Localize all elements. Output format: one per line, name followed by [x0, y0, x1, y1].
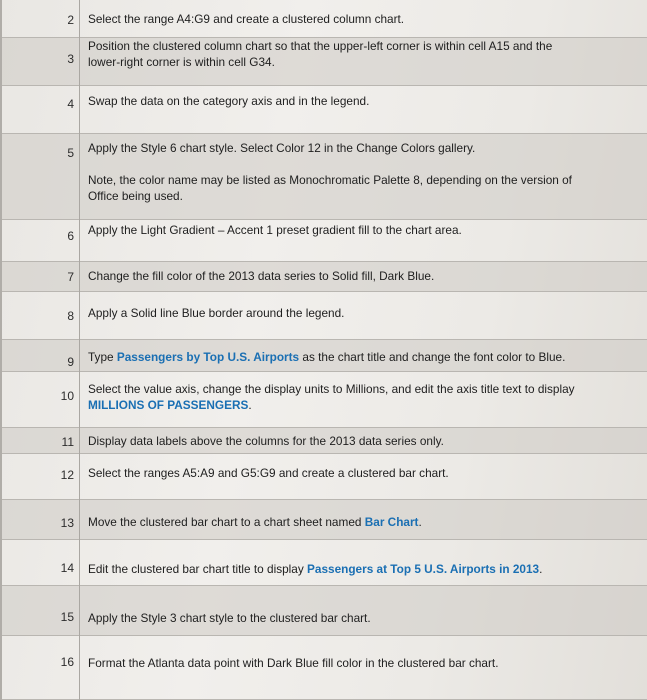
instruction-line [88, 188, 640, 204]
instruction-text: Position the clustered column chart so that the upper-left corner is within cell A15 and the [88, 39, 553, 53]
step-instruction [88, 140, 640, 204]
step-number: 12 [60, 468, 74, 482]
table-row [0, 262, 647, 292]
highlighted-term: MILLIONS OF PASSENGERS [88, 398, 249, 412]
instruction-text: Swap the data on the category axis and in the legend. [88, 94, 370, 108]
instruction-line [88, 156, 640, 172]
table-row [0, 0, 647, 38]
step-instruction [88, 93, 640, 109]
instruction-line [88, 561, 640, 577]
instruction-text: Display data labels above the columns for the 2013 data series only. [88, 434, 444, 448]
step-number: 16 [60, 655, 74, 669]
instruction-text: Type [88, 350, 117, 364]
step-number: 8 [67, 309, 74, 323]
instruction-text: Office being used. [88, 189, 183, 203]
table-row [0, 540, 647, 586]
step-number: 9 [67, 355, 74, 369]
column-divider [79, 0, 80, 700]
instruction-line [88, 381, 640, 397]
table-row [0, 454, 647, 500]
step-number: 15 [60, 610, 74, 624]
step-instruction [88, 610, 640, 626]
step-instruction [88, 38, 640, 70]
step-instruction [88, 268, 640, 284]
instruction-text: lower-right corner is within cell G34. [88, 55, 275, 69]
step-number: 7 [67, 270, 74, 284]
step-instruction [88, 514, 640, 530]
instruction-line [88, 433, 640, 449]
instruction-text: Apply the Style 6 chart style. Select Color 12 in the Change Colors gallery. [88, 141, 476, 155]
instruction-text: Edit the clustered bar chart title to display [88, 562, 308, 576]
instruction-text: Format the Atlanta data point with Dark Blue fill color in the clustered bar chart. [88, 656, 499, 670]
step-instruction [88, 11, 640, 27]
instruction-text: Apply the Light Gradient – Accent 1 preset gradient fill to the chart area. [88, 223, 462, 237]
step-instruction [88, 433, 640, 449]
instruction-text: . [248, 398, 252, 412]
step-instruction [88, 349, 640, 365]
instruction-text: Select the range A4:G9 and create a clustered column chart. [88, 12, 405, 26]
instruction-text: Select the value axis, change the display units to Millions, and edit the axis title text to display [88, 382, 575, 396]
instruction-line [88, 514, 640, 530]
step-instruction [88, 305, 640, 321]
instruction-line [88, 11, 640, 27]
instruction-text: Apply the Style 3 chart style to the clustered bar chart. [88, 611, 371, 625]
instruction-line [88, 38, 640, 54]
instruction-text: as the chart title and change the font color to Blue. [299, 350, 566, 364]
step-instruction [88, 561, 640, 577]
table-row [0, 220, 647, 262]
instruction-text: Apply a Solid line Blue border around the legend. [88, 306, 345, 320]
step-instruction [88, 655, 640, 671]
instruction-line [88, 222, 640, 238]
table-row [0, 636, 647, 700]
instruction-line [88, 397, 640, 413]
table-row [0, 134, 647, 220]
instruction-line [88, 465, 640, 481]
step-number: 11 [61, 435, 74, 449]
table-row [0, 428, 647, 454]
instruction-text: . [418, 515, 422, 529]
step-instruction [88, 222, 640, 238]
step-number: 2 [67, 13, 74, 27]
instruction-line [88, 140, 640, 156]
step-number: 5 [67, 146, 74, 160]
step-number: 14 [60, 561, 74, 575]
table-row [0, 372, 647, 428]
highlighted-term: Passengers at Top 5 U.S. Airports in 2013 [307, 562, 540, 576]
instruction-text: Note, the color name may be listed as Monochromatic Palette 8, depending on the version of [88, 173, 572, 187]
step-number: 10 [60, 389, 74, 403]
table-row [0, 340, 647, 372]
step-number: 4 [67, 97, 74, 111]
table-row [0, 38, 647, 86]
instruction-text: Move the clustered bar chart to a chart sheet named [88, 515, 365, 529]
step-number: 13 [60, 516, 74, 530]
instruction-line [88, 54, 640, 70]
step-instruction [88, 381, 640, 413]
table-row [0, 292, 647, 340]
highlighted-term: Bar Chart [364, 515, 419, 529]
instruction-line [88, 655, 640, 671]
instruction-line [88, 172, 640, 188]
instruction-text: Select the ranges A5:A9 and G5:G9 and create a clustered bar chart. [88, 466, 449, 480]
instruction-line [88, 268, 640, 284]
step-number: 6 [67, 229, 74, 243]
instruction-text: . [539, 562, 543, 576]
instruction-text: Change the fill color of the 2013 data series to Solid fill, Dark Blue. [88, 269, 435, 283]
table-row [0, 586, 647, 636]
step-number: 3 [67, 52, 74, 66]
instruction-line [88, 610, 640, 626]
instruction-line [88, 349, 640, 365]
table-row [0, 500, 647, 540]
instruction-line [88, 93, 640, 109]
highlighted-term: Passengers by Top U.S. Airports [116, 350, 300, 364]
table-left-edge [0, 0, 2, 700]
instruction-line [88, 305, 640, 321]
step-instruction [88, 465, 640, 481]
table-row [0, 86, 647, 134]
